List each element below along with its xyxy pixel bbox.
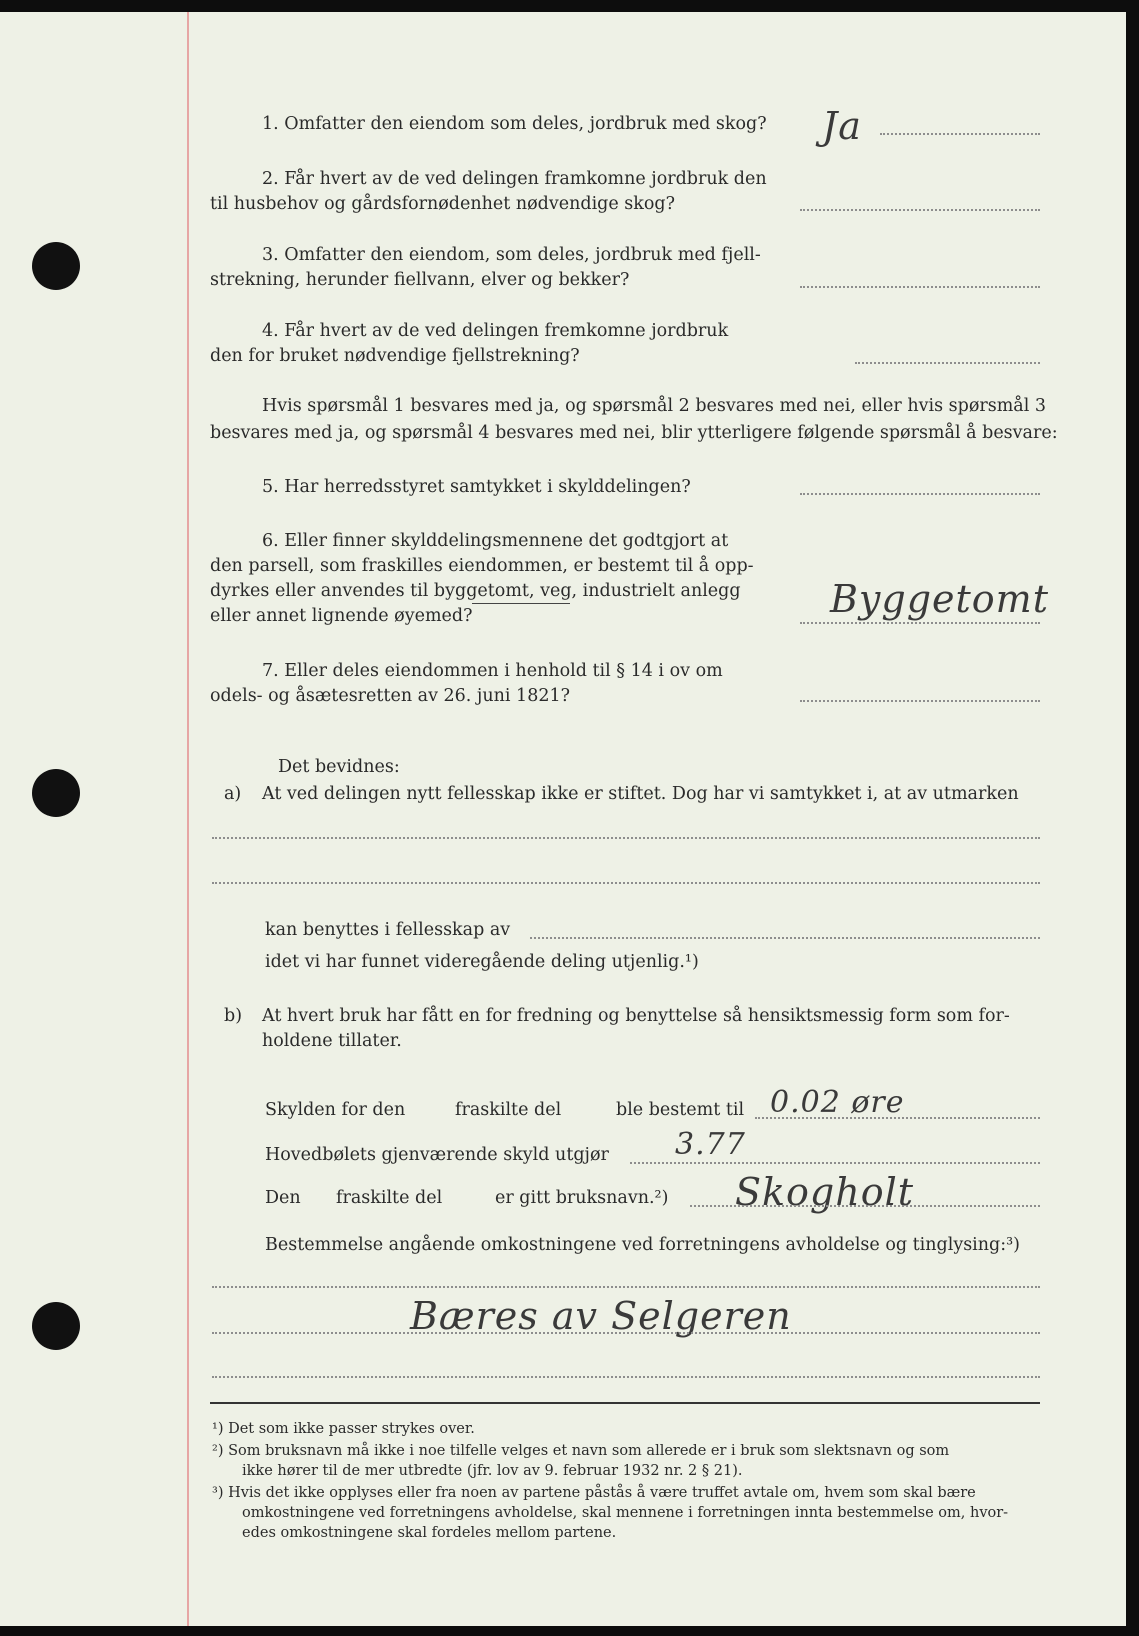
answer-line-7 — [800, 700, 1040, 702]
navn-value-handwritten: Skogholt — [735, 1170, 915, 1214]
conditional-intro-line-2: besvares med ja, og spørsmål 4 besvares med nei, blir ytterligere følgende spørsmål å besvare: — [210, 423, 1058, 443]
answer-line-2 — [800, 209, 1040, 211]
cost-value-handwritten: Bæres av Selgeren — [410, 1294, 792, 1338]
question-2-text-1: 2. Får hvert av de ved delingen framkomne jordbruk den — [262, 169, 767, 189]
question-6-line-4: eller annet lignende øyemed? — [210, 606, 473, 626]
cost-line-2 — [212, 1332, 1040, 1334]
blank-line-a1 — [212, 837, 1040, 839]
question-6-line-1: 6. Eller finner skylddelingsmennene det godtgjort at — [262, 531, 729, 551]
cost-line-3 — [212, 1376, 1040, 1378]
question-3-line-1: 3. Omfatter den eiendom, som deles, jordbruk med fjell- — [262, 245, 761, 265]
item-b-label: b) — [224, 1006, 243, 1026]
navn-label-3: er gitt bruksnavn.²) — [495, 1188, 669, 1208]
punch-hole — [32, 242, 80, 290]
footnote-3-line-2: omkostningene ved forretningens avholdelse, skal mennene i forretningen innta bestemmelse om, hvor- — [242, 1505, 1009, 1521]
question-4-line-1: 4. Får hvert av de ved delingen fremkomne jordbruk — [262, 321, 729, 341]
document-page — [0, 12, 1126, 1626]
footnote-separator — [210, 1402, 1040, 1404]
skyld-label-1: Skylden for den — [265, 1100, 406, 1120]
common-use-line — [530, 937, 1040, 939]
question-2-line-1 — [262, 168, 796, 190]
question-7-line-1: 7. Eller deles eiendommen i henhold til § 14 i ov om — [262, 661, 723, 681]
punch-hole — [32, 769, 80, 817]
footnote-3-line-3: edes omkostningene skal fordeles mellom partene. — [242, 1525, 617, 1541]
question-7-line-2: odels- og åsætesretten av 26. juni 1821? — [210, 686, 570, 706]
hovedbol-value-handwritten: 3.77 — [675, 1127, 746, 1162]
footnote-2-line-1: ²) Som bruksnavn må ikke i noe tilfelle velges et navn som allerede er i bruk som slektsnavn og som — [212, 1443, 950, 1459]
hovedbol-line — [630, 1162, 1040, 1164]
conditional-intro-line-1: Hvis spørsmål 1 besvares med ja, og spørsmål 2 besvares med nei, eller hvis spørsmål 3 — [262, 396, 1047, 416]
question-4-line-2: den for bruket nødvendige fjellstrekning? — [210, 346, 580, 366]
answer-line-6 — [800, 622, 1040, 624]
margin-rule — [187, 12, 189, 1626]
footnote-3-line-1: ³) Hvis det ikke opplyses eller fra noen av partene påstås å være truffet avtale om, hvem som skal bære — [212, 1485, 976, 1501]
answer-line-3 — [800, 286, 1040, 288]
question-6-line-3: dyrkes eller anvendes til byggetomt, veg, industrielt anlegg — [210, 581, 741, 601]
byggetomt-underline — [472, 603, 570, 604]
answer-6-handwritten: Byggetomt — [830, 577, 1049, 621]
punch-hole — [32, 1302, 80, 1350]
cost-line-1 — [212, 1286, 1040, 1288]
answer-line-1 — [880, 133, 1040, 135]
navn-line — [690, 1205, 1040, 1207]
navn-label-1: Den — [265, 1188, 301, 1208]
skyld-label-2: fraskilte del — [455, 1100, 562, 1120]
question-1: 1. Omfatter den eiendom som deles, jordbruk med skog? — [262, 114, 767, 134]
navn-label-2: fraskilte del — [336, 1188, 443, 1208]
question-2-line-2: til husbehov og gårdsfornødenhet nødvendige skog? — [210, 194, 675, 214]
answer-line-4 — [855, 362, 1040, 364]
item-a-text: At ved delingen nytt fellesskap ikke er stiftet. Dog har vi samtykket i, at av utmarken — [262, 784, 1019, 804]
skyld-value-handwritten: 0.02 øre — [770, 1085, 905, 1120]
question-3-line-2: strekning, herunder fiellvann, elver og bekker? — [210, 270, 630, 290]
hovedbol-label: Hovedbølets gjenværende skyld utgjør — [265, 1145, 609, 1165]
footnote-2-line-2: ikke hører til de mer utbredte (jfr. lov av 9. februar 1932 nr. 2 § 21). — [242, 1463, 743, 1479]
question-5: 5. Har herredsstyret samtykket i skylddelingen? — [262, 477, 691, 497]
cost-label: Bestemmelse angående omkostningene ved forretningens avholdelse og tinglysing:³) — [265, 1235, 1020, 1255]
common-use-label: kan benyttes i fellesskap av — [265, 920, 511, 940]
attestation-heading: Det bevidnes: — [278, 757, 400, 777]
item-a-reason: idet vi har funnet videregående deling utjenlig.¹) — [265, 952, 699, 972]
answer-line-5 — [800, 493, 1040, 495]
item-a-label: a) — [224, 784, 242, 804]
blank-line-a2 — [212, 882, 1040, 884]
skyld-label-3: ble bestemt til — [616, 1100, 745, 1120]
item-b-line-1: At hvert bruk har fått en for fredning og benyttelse så hensiktsmessig form som for- — [262, 1006, 1010, 1026]
skyld-line — [755, 1117, 1040, 1119]
item-b-line-2: holdene tillater. — [262, 1031, 402, 1051]
question-6-line-2: den parsell, som fraskilles eiendommen, er bestemt til å opp- — [210, 556, 754, 576]
answer-1-handwritten: Ja — [822, 104, 862, 148]
footnote-1: ¹) Det som ikke passer strykes over. — [212, 1421, 475, 1437]
